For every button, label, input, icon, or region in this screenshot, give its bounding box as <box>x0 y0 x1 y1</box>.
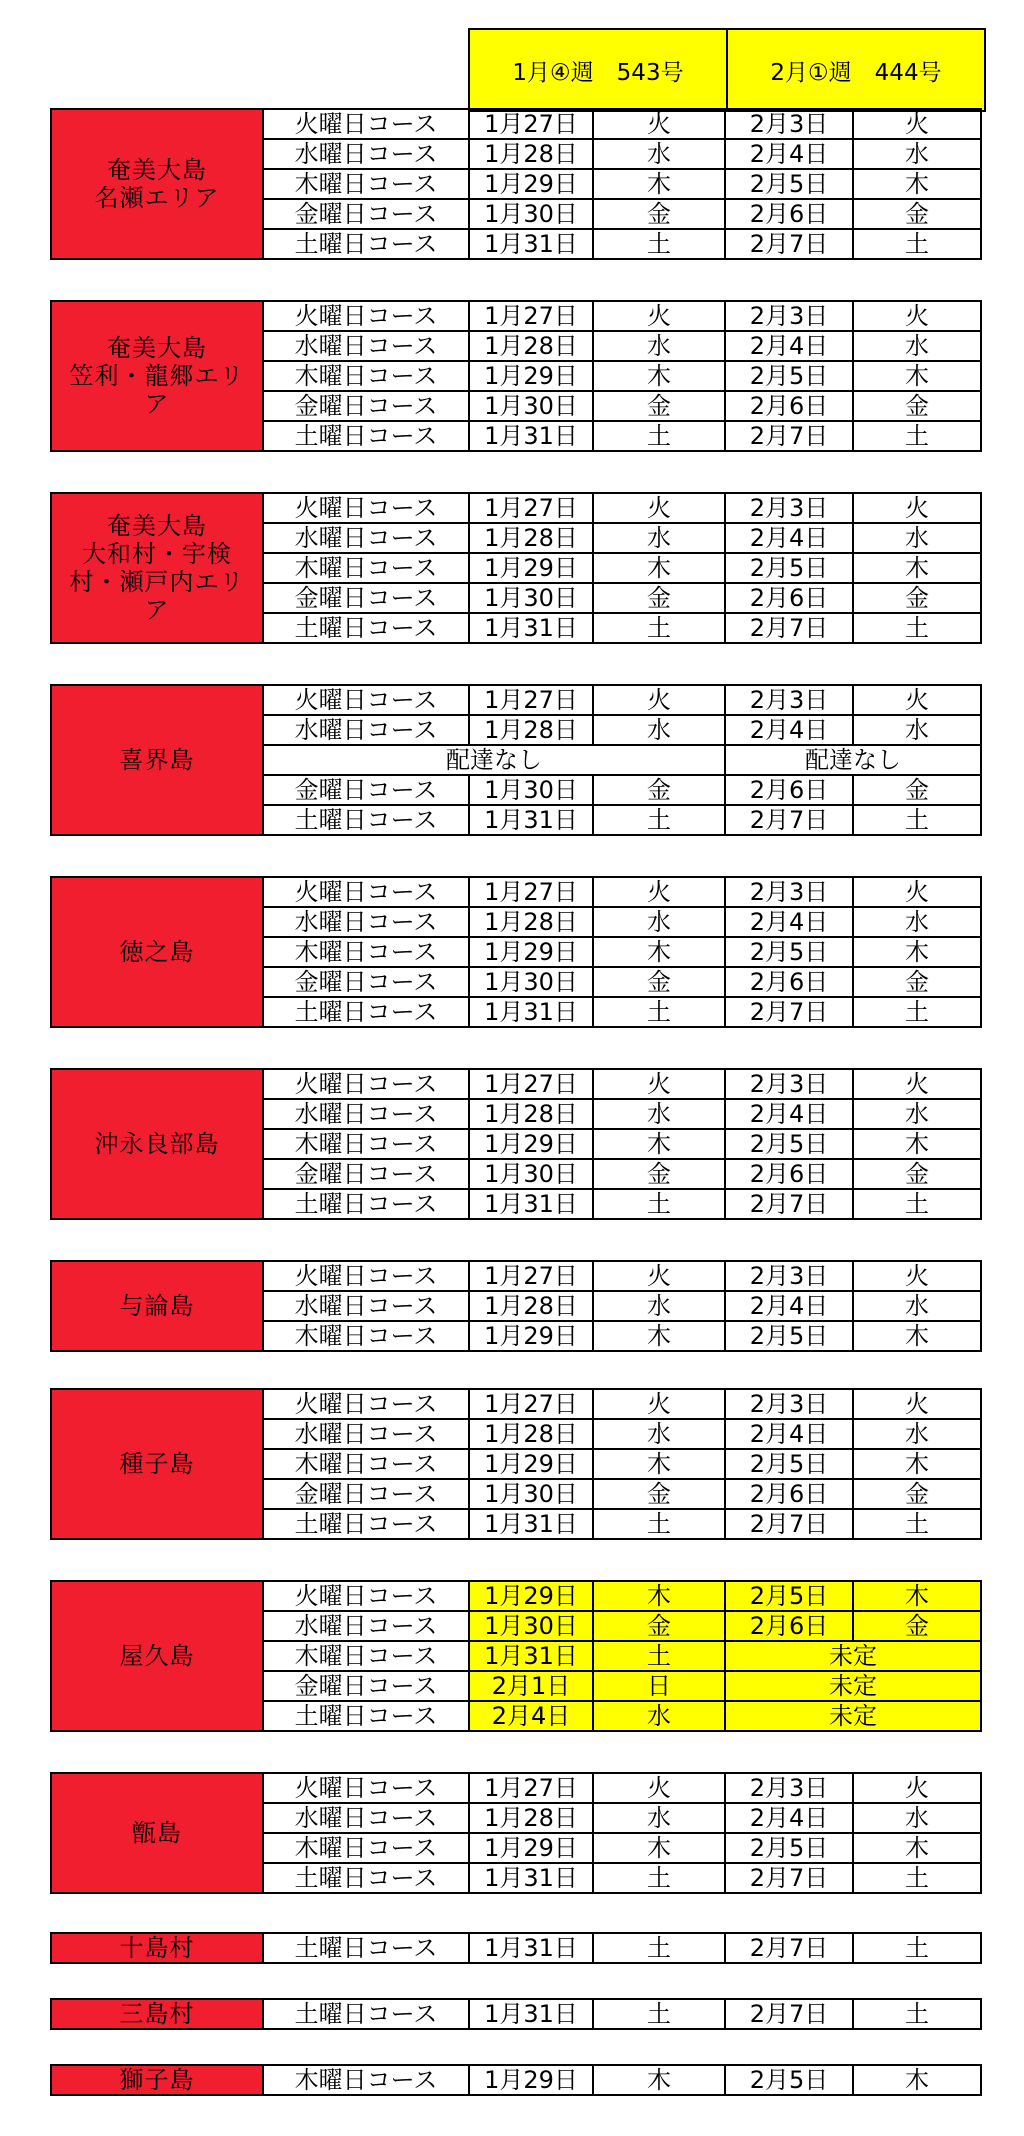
weekday-cell-week2: 木 <box>853 1833 981 1863</box>
date-cell-week1: 1月28日 <box>469 907 593 937</box>
date-cell-week1: 1月29日 <box>469 361 593 391</box>
date-cell-week1: 1月27日 <box>469 1773 593 1803</box>
course-cell: 火曜日コース <box>263 685 469 715</box>
date-cell-week1: 1月28日 <box>469 139 593 169</box>
date-cell-week1: 1月31日 <box>469 1933 593 1963</box>
weekday-cell-week2: 水 <box>853 331 981 361</box>
weekday-cell-week1: 水 <box>593 139 725 169</box>
date-cell-week2: 2月7日 <box>725 421 853 451</box>
weekday-cell-week1: 水 <box>593 1803 725 1833</box>
table-row <box>51 1389 981 1419</box>
course-cell: 木曜日コース <box>263 361 469 391</box>
weekday-cell-week2: 土 <box>853 1189 981 1219</box>
date-cell-week2: 2月7日 <box>725 805 853 835</box>
course-cell: 火曜日コース <box>263 1389 469 1419</box>
course-cell: 木曜日コース <box>263 1833 469 1863</box>
table-row <box>51 301 981 331</box>
no-delivery-cell: 配達なし <box>263 745 725 775</box>
weekday-cell-week2: 金 <box>853 391 981 421</box>
table-row <box>51 1069 981 1099</box>
date-cell-week1: 1月28日 <box>469 715 593 745</box>
date-cell-week2: 2月5日 <box>725 1833 853 1863</box>
course-cell: 土曜日コース <box>263 1509 469 1539</box>
table-row <box>51 1581 981 1611</box>
area-name: 甑島 <box>51 1773 263 1893</box>
course-cell: 木曜日コース <box>263 1641 469 1671</box>
weekday-cell-week1: 土 <box>593 1189 725 1219</box>
date-cell-week1: 1月30日 <box>469 967 593 997</box>
date-cell-week1: 1月29日 <box>469 937 593 967</box>
course-cell: 木曜日コース <box>263 1449 469 1479</box>
date-cell-week1: 1月27日 <box>469 877 593 907</box>
date-cell-week1: 1月28日 <box>469 1803 593 1833</box>
area-name: 奄美大島 大和村・宇検 村・瀬戸内エリ ア <box>51 493 263 643</box>
weekday-cell-week2: 土 <box>853 1509 981 1539</box>
weekday-cell-week1: 水 <box>593 715 725 745</box>
weekday-cell-week1: 火 <box>593 877 725 907</box>
date-cell-week2: 2月7日 <box>725 997 853 1027</box>
weekday-cell-week2: 火 <box>853 1389 981 1419</box>
course-cell: 金曜日コース <box>263 775 469 805</box>
course-cell: 火曜日コース <box>263 493 469 523</box>
undecided-cell: 未定 <box>725 1701 981 1731</box>
weekday-cell-week1: 木 <box>593 1321 725 1351</box>
date-cell-week2: 2月3日 <box>725 1389 853 1419</box>
region-table <box>50 1932 982 1964</box>
date-cell-week1: 1月29日 <box>469 1129 593 1159</box>
weekday-cell-week1: 火 <box>593 1389 725 1419</box>
date-cell-week2: 2月3日 <box>725 1069 853 1099</box>
weekday-cell-week1: 土 <box>593 1509 725 1539</box>
table-row <box>51 1261 981 1291</box>
course-cell: 土曜日コース <box>263 1999 469 2029</box>
course-cell: 木曜日コース <box>263 1129 469 1159</box>
area-name: 奄美大島 名瀬エリア <box>51 109 263 259</box>
region-table <box>50 1772 982 1894</box>
date-cell-week1: 1月29日 <box>469 169 593 199</box>
date-cell-week2: 2月4日 <box>725 1803 853 1833</box>
weekday-cell-week1: 火 <box>593 1261 725 1291</box>
area-name: 徳之島 <box>51 877 263 1027</box>
date-cell-week1: 1月30日 <box>469 583 593 613</box>
date-cell-week1: 1月27日 <box>469 301 593 331</box>
undecided-cell: 未定 <box>725 1641 981 1671</box>
weekday-cell-week2: 金 <box>853 199 981 229</box>
date-cell-week1: 1月31日 <box>469 1863 593 1893</box>
region-table <box>50 1260 982 1352</box>
date-cell-week2: 2月6日 <box>725 775 853 805</box>
no-delivery-cell: 配達なし <box>725 745 981 775</box>
date-cell-week2: 2月7日 <box>725 1933 853 1963</box>
date-cell-week2: 2月4日 <box>725 1419 853 1449</box>
date-cell-week2: 2月5日 <box>725 553 853 583</box>
weekday-cell-week1: 木 <box>593 1129 725 1159</box>
date-cell-week2: 2月4日 <box>725 523 853 553</box>
date-cell-week2: 2月5日 <box>725 1449 853 1479</box>
date-cell-week1: 1月31日 <box>469 1641 593 1671</box>
weekday-cell-week1: 木 <box>593 1833 725 1863</box>
weekday-cell-week1: 木 <box>593 2065 725 2095</box>
weekday-cell-week2: 土 <box>853 997 981 1027</box>
date-cell-week2: 2月6日 <box>725 583 853 613</box>
date-cell-week1: 1月30日 <box>469 775 593 805</box>
date-cell-week2: 2月3日 <box>725 1261 853 1291</box>
date-cell-week1: 1月27日 <box>469 109 593 139</box>
weekday-cell-week1: 土 <box>593 1641 725 1671</box>
weekday-cell-week1: 木 <box>593 1581 725 1611</box>
weekday-cell-week1: 土 <box>593 229 725 259</box>
date-cell-week1: 1月29日 <box>469 1833 593 1863</box>
course-cell: 火曜日コース <box>263 877 469 907</box>
course-cell: 火曜日コース <box>263 1261 469 1291</box>
weekday-cell-week2: 金 <box>853 1611 981 1641</box>
course-cell: 水曜日コース <box>263 1419 469 1449</box>
weekday-cell-week2: 土 <box>853 613 981 643</box>
weekday-cell-week2: 金 <box>853 1159 981 1189</box>
date-cell-week2: 2月4日 <box>725 1099 853 1129</box>
weekday-cell-week1: 水 <box>593 1099 725 1129</box>
date-cell-week1: 1月27日 <box>469 1389 593 1419</box>
weekday-cell-week2: 木 <box>853 1129 981 1159</box>
region-table <box>50 1388 982 1540</box>
course-cell: 水曜日コース <box>263 1803 469 1833</box>
weekday-cell-week2: 木 <box>853 553 981 583</box>
date-cell-week2: 2月4日 <box>725 907 853 937</box>
weekday-cell-week2: 金 <box>853 1479 981 1509</box>
weekday-cell-week1: 金 <box>593 583 725 613</box>
course-cell: 火曜日コース <box>263 1773 469 1803</box>
course-cell: 金曜日コース <box>263 199 469 229</box>
course-cell: 土曜日コース <box>263 1863 469 1893</box>
date-cell-week1: 1月27日 <box>469 685 593 715</box>
weekday-cell-week1: 金 <box>593 1479 725 1509</box>
weekday-cell-week2: 土 <box>853 1863 981 1893</box>
course-cell: 土曜日コース <box>263 1933 469 1963</box>
date-cell-week2: 2月7日 <box>725 1999 853 2029</box>
weekday-cell-week1: 日 <box>593 1671 725 1701</box>
course-cell: 木曜日コース <box>263 169 469 199</box>
course-cell: 火曜日コース <box>263 1581 469 1611</box>
weekday-cell-week2: 木 <box>853 1449 981 1479</box>
weekday-cell-week2: 木 <box>853 1321 981 1351</box>
weekday-cell-week1: 水 <box>593 1419 725 1449</box>
date-cell-week1: 1月27日 <box>469 493 593 523</box>
weekday-cell-week2: 火 <box>853 877 981 907</box>
weekday-cell-week1: 土 <box>593 997 725 1027</box>
area-name: 喜界島 <box>51 685 263 835</box>
date-cell-week2: 2月4日 <box>725 139 853 169</box>
course-cell: 土曜日コース <box>263 229 469 259</box>
area-name: 獅子島 <box>51 2065 263 2095</box>
date-cell-week2: 2月6日 <box>725 967 853 997</box>
course-cell: 金曜日コース <box>263 1671 469 1701</box>
course-cell: 金曜日コース <box>263 1159 469 1189</box>
region-table <box>50 684 982 836</box>
date-cell-week2: 2月5日 <box>725 169 853 199</box>
weekday-cell-week1: 金 <box>593 775 725 805</box>
weekday-cell-week2: 土 <box>853 1999 981 2029</box>
date-cell-week2: 2月5日 <box>725 361 853 391</box>
week-header <box>468 28 986 112</box>
course-cell: 土曜日コース <box>263 997 469 1027</box>
weekday-cell-week2: 土 <box>853 1933 981 1963</box>
weekday-cell-week2: 金 <box>853 967 981 997</box>
weekday-cell-week1: 木 <box>593 937 725 967</box>
course-cell: 水曜日コース <box>263 907 469 937</box>
weekday-cell-week2: 水 <box>853 1099 981 1129</box>
date-cell-week2: 2月3日 <box>725 109 853 139</box>
weekday-cell-week2: 水 <box>853 523 981 553</box>
date-cell-week2: 2月7日 <box>725 1863 853 1893</box>
date-cell-week1: 1月27日 <box>469 1261 593 1291</box>
course-cell: 木曜日コース <box>263 1321 469 1351</box>
course-cell: 火曜日コース <box>263 301 469 331</box>
weekday-cell-week1: 火 <box>593 493 725 523</box>
weekday-cell-week2: 火 <box>853 1773 981 1803</box>
date-cell-week1: 2月1日 <box>469 1671 593 1701</box>
date-cell-week2: 2月7日 <box>725 613 853 643</box>
date-cell-week2: 2月5日 <box>725 1321 853 1351</box>
region-table <box>50 876 982 1028</box>
weekday-cell-week1: 金 <box>593 391 725 421</box>
weekday-cell-week1: 土 <box>593 805 725 835</box>
course-cell: 火曜日コース <box>263 1069 469 1099</box>
weekday-cell-week1: 水 <box>593 1701 725 1731</box>
date-cell-week2: 2月3日 <box>725 301 853 331</box>
date-cell-week2: 2月6日 <box>725 391 853 421</box>
undecided-cell: 未定 <box>725 1671 981 1701</box>
area-name: 沖永良部島 <box>51 1069 263 1219</box>
weekday-cell-week1: 土 <box>593 1863 725 1893</box>
date-cell-week1: 1月30日 <box>469 199 593 229</box>
date-cell-week1: 1月28日 <box>469 331 593 361</box>
course-cell: 金曜日コース <box>263 583 469 613</box>
date-cell-week2: 2月7日 <box>725 229 853 259</box>
weekday-cell-week2: 火 <box>853 301 981 331</box>
weekday-cell-week2: 土 <box>853 229 981 259</box>
date-cell-week1: 1月29日 <box>469 553 593 583</box>
weekday-cell-week2: 火 <box>853 109 981 139</box>
weekday-cell-week2: 木 <box>853 169 981 199</box>
date-cell-week1: 1月31日 <box>469 1509 593 1539</box>
table-row <box>51 1999 981 2029</box>
region-table <box>50 1998 982 2030</box>
weekday-cell-week1: 土 <box>593 1999 725 2029</box>
date-cell-week2: 2月4日 <box>725 1291 853 1321</box>
weekday-cell-week2: 火 <box>853 685 981 715</box>
date-cell-week1: 1月31日 <box>469 805 593 835</box>
weekday-cell-week2: 土 <box>853 421 981 451</box>
weekday-cell-week2: 水 <box>853 139 981 169</box>
week-header-1: 1月④週 543号 <box>469 29 727 111</box>
course-cell: 火曜日コース <box>263 109 469 139</box>
weekday-cell-week1: 水 <box>593 523 725 553</box>
course-cell: 木曜日コース <box>263 2065 469 2095</box>
date-cell-week1: 1月30日 <box>469 1159 593 1189</box>
table-row <box>51 877 981 907</box>
weekday-cell-week2: 水 <box>853 715 981 745</box>
area-name: 奄美大島 笠利・龍郷エリ ア <box>51 301 263 451</box>
weekday-cell-week2: 土 <box>853 805 981 835</box>
date-cell-week2: 2月3日 <box>725 877 853 907</box>
date-cell-week2: 2月5日 <box>725 2065 853 2095</box>
date-cell-week2: 2月5日 <box>725 1581 853 1611</box>
date-cell-week1: 1月31日 <box>469 613 593 643</box>
date-cell-week1: 1月29日 <box>469 1449 593 1479</box>
course-cell: 土曜日コース <box>263 613 469 643</box>
weekday-cell-week2: 水 <box>853 1291 981 1321</box>
weekday-cell-week1: 水 <box>593 1291 725 1321</box>
region-table <box>50 300 982 452</box>
table-row <box>51 2065 981 2095</box>
course-cell: 水曜日コース <box>263 1099 469 1129</box>
date-cell-week1: 1月28日 <box>469 523 593 553</box>
date-cell-week1: 1月27日 <box>469 1069 593 1099</box>
course-cell: 木曜日コース <box>263 553 469 583</box>
weekday-cell-week1: 土 <box>593 421 725 451</box>
region-table <box>50 2064 982 2096</box>
date-cell-week2: 2月3日 <box>725 493 853 523</box>
weekday-cell-week1: 土 <box>593 1933 725 1963</box>
weekday-cell-week1: 金 <box>593 199 725 229</box>
region-table <box>50 1580 982 1732</box>
weekday-cell-week2: 水 <box>853 1803 981 1833</box>
weekday-cell-week1: 火 <box>593 109 725 139</box>
table-row <box>51 1933 981 1963</box>
weekday-cell-week2: 金 <box>853 775 981 805</box>
date-cell-week2: 2月5日 <box>725 937 853 967</box>
weekday-cell-week1: 火 <box>593 301 725 331</box>
weekday-cell-week2: 金 <box>853 583 981 613</box>
date-cell-week2: 2月5日 <box>725 1129 853 1159</box>
date-cell-week1: 1月31日 <box>469 1189 593 1219</box>
date-cell-week1: 1月30日 <box>469 1611 593 1641</box>
date-cell-week1: 1月31日 <box>469 421 593 451</box>
date-cell-week2: 2月6日 <box>725 1479 853 1509</box>
region-table <box>50 1068 982 1220</box>
course-cell: 金曜日コース <box>263 967 469 997</box>
weekday-cell-week1: 火 <box>593 685 725 715</box>
table-row <box>51 493 981 523</box>
area-name: 十島村 <box>51 1933 263 1963</box>
weekday-cell-week2: 火 <box>853 1261 981 1291</box>
course-cell: 金曜日コース <box>263 391 469 421</box>
course-cell: 水曜日コース <box>263 523 469 553</box>
course-cell: 土曜日コース <box>263 421 469 451</box>
date-cell-week1: 1月29日 <box>469 1321 593 1351</box>
date-cell-week2: 2月6日 <box>725 1611 853 1641</box>
course-cell: 水曜日コース <box>263 1291 469 1321</box>
date-cell-week2: 2月3日 <box>725 685 853 715</box>
weekday-cell-week2: 火 <box>853 493 981 523</box>
weekday-cell-week2: 水 <box>853 907 981 937</box>
weekday-cell-week2: 水 <box>853 1419 981 1449</box>
course-cell: 水曜日コース <box>263 1611 469 1641</box>
table-row <box>51 685 981 715</box>
date-cell-week1: 1月28日 <box>469 1099 593 1129</box>
region-table <box>50 492 982 644</box>
date-cell-week1: 1月29日 <box>469 1581 593 1611</box>
weekday-cell-week1: 木 <box>593 553 725 583</box>
weekday-cell-week2: 木 <box>853 937 981 967</box>
date-cell-week1: 1月29日 <box>469 2065 593 2095</box>
date-cell-week2: 2月4日 <box>725 331 853 361</box>
weekday-cell-week1: 金 <box>593 1159 725 1189</box>
date-cell-week1: 1月30日 <box>469 1479 593 1509</box>
weekday-cell-week1: 木 <box>593 1449 725 1479</box>
course-cell: 水曜日コース <box>263 715 469 745</box>
date-cell-week2: 2月6日 <box>725 199 853 229</box>
date-cell-week2: 2月3日 <box>725 1773 853 1803</box>
date-cell-week1: 1月31日 <box>469 229 593 259</box>
date-cell-week1: 1月31日 <box>469 1999 593 2029</box>
weekday-cell-week2: 木 <box>853 2065 981 2095</box>
weekday-cell-week2: 木 <box>853 1581 981 1611</box>
area-name: 屋久島 <box>51 1581 263 1731</box>
date-cell-week1: 1月30日 <box>469 391 593 421</box>
course-cell: 木曜日コース <box>263 937 469 967</box>
area-name: 種子島 <box>51 1389 263 1539</box>
course-cell: 土曜日コース <box>263 1189 469 1219</box>
date-cell-week1: 1月31日 <box>469 997 593 1027</box>
weekday-cell-week1: 土 <box>593 613 725 643</box>
date-cell-week2: 2月7日 <box>725 1189 853 1219</box>
course-cell: 土曜日コース <box>263 1701 469 1731</box>
date-cell-week2: 2月4日 <box>725 715 853 745</box>
course-cell: 水曜日コース <box>263 139 469 169</box>
date-cell-week2: 2月6日 <box>725 1159 853 1189</box>
weekday-cell-week1: 金 <box>593 1611 725 1641</box>
weekday-cell-week1: 火 <box>593 1069 725 1099</box>
course-cell: 金曜日コース <box>263 1479 469 1509</box>
region-table <box>50 108 982 260</box>
weekday-cell-week1: 木 <box>593 169 725 199</box>
area-name: 与論島 <box>51 1261 263 1351</box>
date-cell-week1: 2月4日 <box>469 1701 593 1731</box>
date-cell-week2: 2月7日 <box>725 1509 853 1539</box>
weekday-cell-week1: 木 <box>593 361 725 391</box>
area-name: 三島村 <box>51 1999 263 2029</box>
weekday-cell-week2: 火 <box>853 1069 981 1099</box>
week-header-2: 2月①週 444号 <box>727 29 985 111</box>
table-row <box>51 1773 981 1803</box>
table-row <box>51 109 981 139</box>
weekday-cell-week1: 水 <box>593 907 725 937</box>
weekday-cell-week1: 金 <box>593 967 725 997</box>
course-cell: 土曜日コース <box>263 805 469 835</box>
weekday-cell-week1: 火 <box>593 1773 725 1803</box>
date-cell-week1: 1月28日 <box>469 1291 593 1321</box>
course-cell: 水曜日コース <box>263 331 469 361</box>
weekday-cell-week2: 木 <box>853 361 981 391</box>
weekday-cell-week1: 水 <box>593 331 725 361</box>
date-cell-week1: 1月28日 <box>469 1419 593 1449</box>
